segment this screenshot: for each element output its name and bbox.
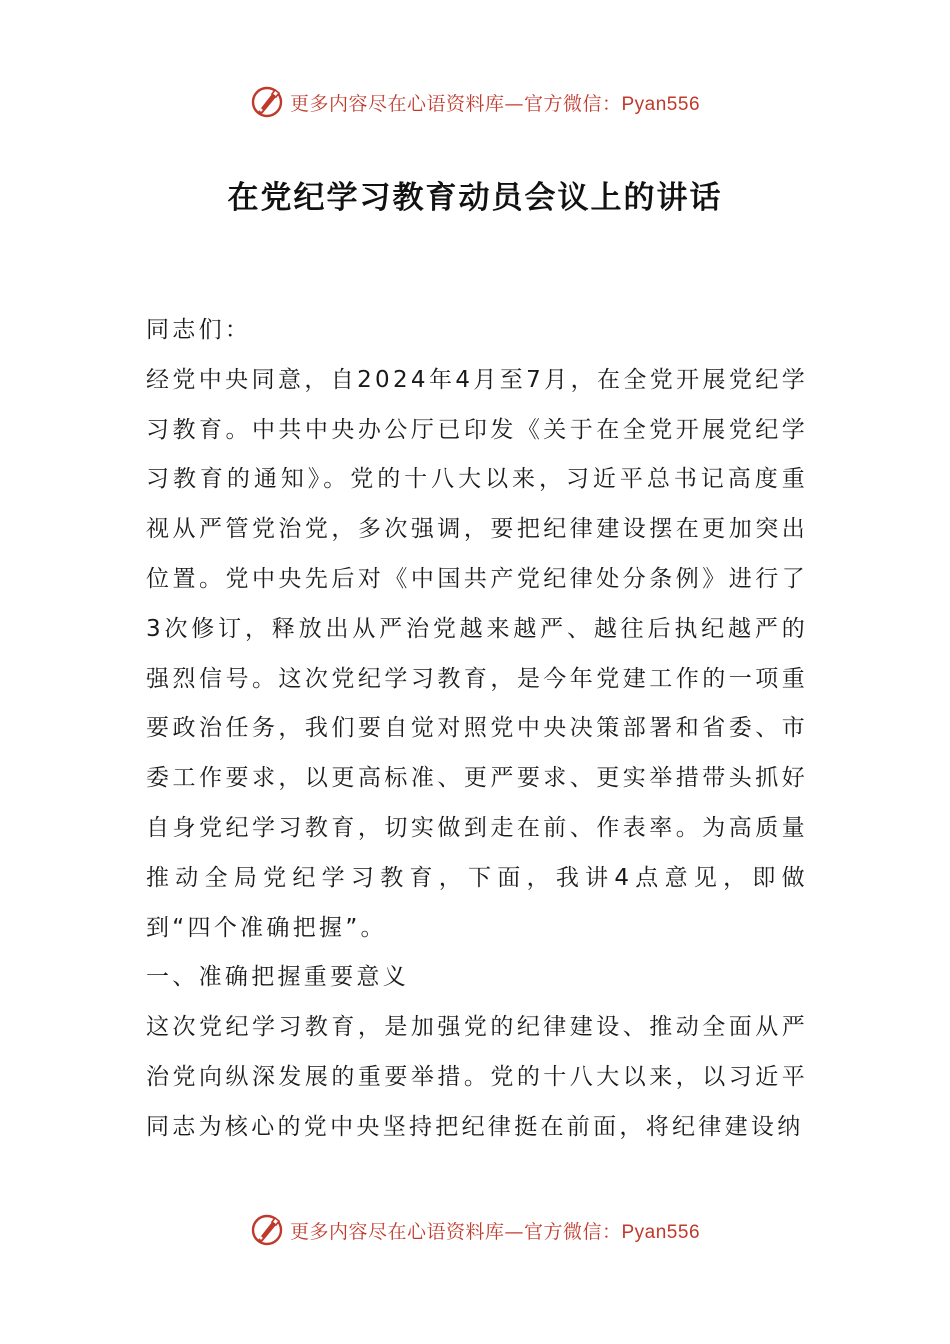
paragraph: 这次党纪学习教育，是加强党的纪律建设、推动全面从严治党向纵深发展的重要举措。党的十八大以来，以习近平同志为核心的党中央坚持把纪律挺在前面，将纪律建设纳	[146, 1014, 808, 1140]
watermark-text: 更多内容尽在心语资料库—官方微信：Pyan556	[289, 92, 701, 115]
wechat-id: Pyan556	[621, 93, 701, 115]
salutation: 同志们：	[146, 317, 252, 343]
document-title: 在党纪学习教育动员会议上的讲话	[227, 180, 723, 216]
header-watermark	[0, 82, 950, 122]
watermark-text: 更多内容尽在心语资料库—官方微信：Pyan556	[289, 1220, 701, 1243]
section-heading: 一、准确把握重要意义	[146, 964, 409, 991]
paragraph: 经党中央同意，自2024年4月至7月，在全党开展党纪学习教育。中共中央办公厅已印发《关于在全党开展党纪学习教育的通知》。党的十八大以来，习近平总书记高度重视从严管党治党，多次强调，要把纪律建设摆在更加突出位置。党中央先后对《中国共产党纪律处分条例》进行了3次修订，释放出从严治党越来越严、越往后执纪越严的强烈信号。这次党纪学习教育，是今年党建工作的一项重要政治任务，我们要自觉对照党中央决策部署和省委、市委工作要求，以更高标准、更严要求、更实举措带头抓好自身党纪学习教育，切实做到走在前、作表率。为高质量推动全局党纪学习教育，下面，我讲4点意见，即做到“四个准确把握”。	[146, 366, 808, 941]
wechat-id: Pyan556	[621, 1221, 701, 1243]
pen-logo-icon	[250, 1213, 284, 1247]
pen-logo-icon	[250, 85, 284, 119]
document-body	[146, 306, 808, 1153]
footer-watermark	[0, 1210, 950, 1250]
